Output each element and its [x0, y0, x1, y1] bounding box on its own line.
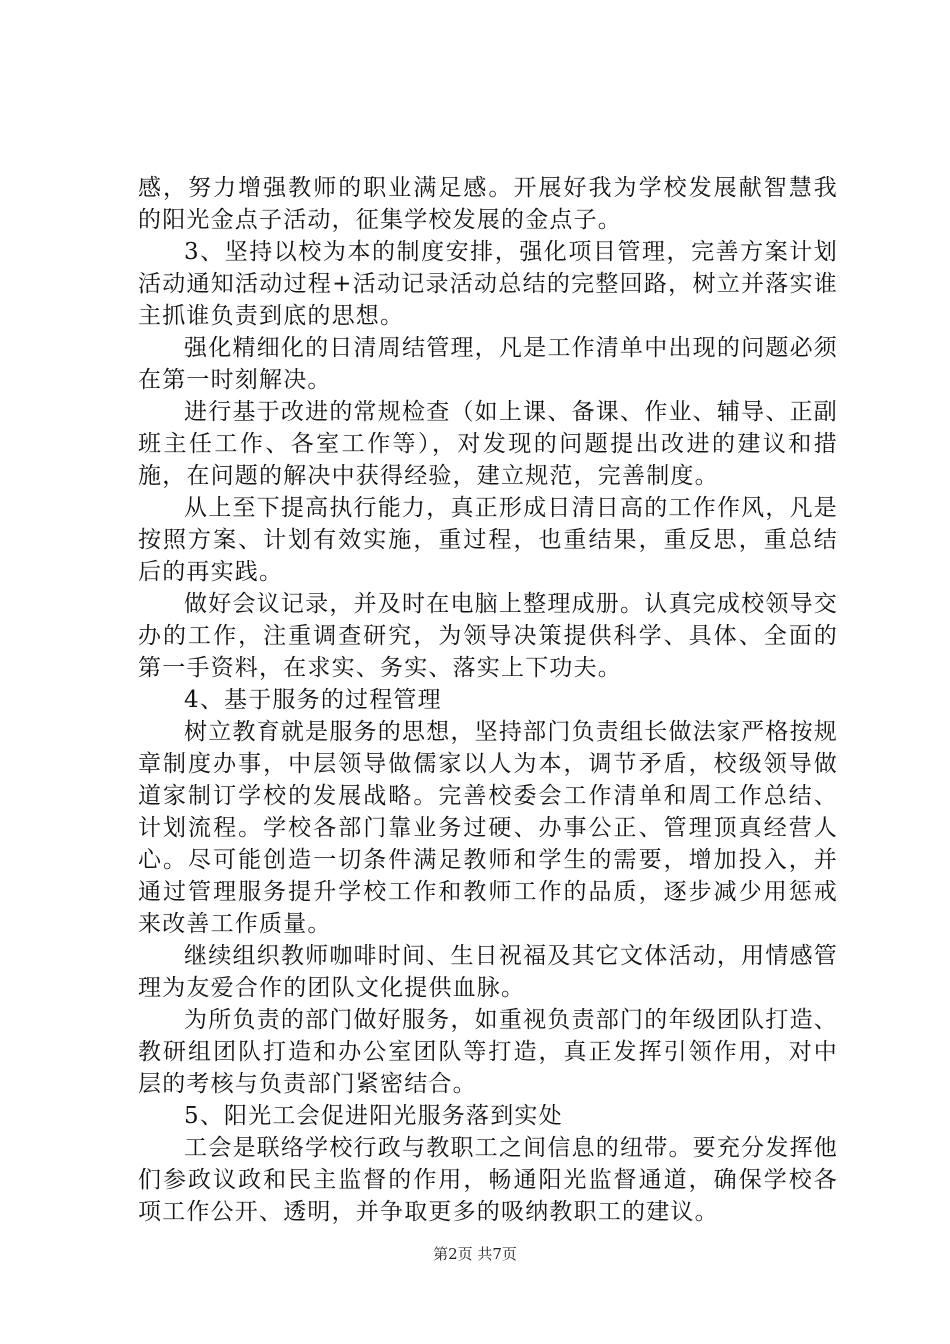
document-body — [138, 172, 838, 1228]
paragraph-teacher-activities: 继续组织教师咖啡时间、生日祝福及其它文体活动，用情感管理为友爱合作的团队文化提供血脉。 — [138, 943, 838, 1001]
paragraph-trade-union: 工会是联络学校行政与教职工之间信息的纽带。要充分发挥他们参政议政和民主监督的作用，畅通阳光监督通道，确保学校各项工作公开、透明，并争取更多的吸纳教职工的建议。 — [138, 1135, 838, 1225]
paragraph-daily-management: 强化精细化的日清周结管理，凡是工作清单中出现的问题必须在第一时刻解决。 — [138, 335, 838, 393]
paragraph-continuation: 感，努力增强教师的职业满足感。开展好我为学校发展献智慧我的阳光金点子活动，征集学校发展的金点子。 — [138, 175, 838, 233]
paragraph-execution: 从上至下提高执行能力，真正形成日清日高的工作作风，凡是按照方案、计划有效实施，重过程，也重结果，重反思，重总结后的再实践。 — [138, 495, 838, 585]
section-heading-4: 4、基于服务的过程管理 — [184, 687, 442, 713]
paragraph-item-3: 3、坚持以校为本的制度安排，强化项目管理，完善方案计划活动通知活动过程+活动记录活动总结的完整回路，树立并落实谁主抓谁负责到底的思想。 — [138, 239, 838, 329]
paragraph-routine-inspection: 进行基于改进的常规检查（如上课、备课、作业、辅导、正副班主任工作、各室工作等），对发现的问题提出改进的建议和措施，在问题的解决中获得经验，建立规范，完善制度。 — [138, 399, 838, 489]
page-number-footer: 第2页 共7页 — [433, 1245, 517, 1263]
paragraph-meeting-records: 做好会议记录，并及时在电脑上整理成册。认真完成校领导交办的工作，注重调查研究，为领导决策提供科学、具体、全面的第一手资料，在求实、务实、落实上下功夫。 — [138, 591, 838, 681]
paragraph-department-service: 为所负责的部门做好服务，如重视负责部门的年级团队打造、教研组团队打造和办公室团队等打造，真正发挥引领作用，对中层的考核与负责部门紧密结合。 — [138, 1007, 838, 1097]
section-heading-5: 5、阳光工会促进阳光服务落到实处 — [184, 1103, 563, 1129]
paragraph-service-thinking: 树立教育就是服务的思想，坚持部门负责组长做法家严格按规章制度办事，中层领导做儒家以人为本，调节矛盾，校级领导做道家制订学校的发展战略。完善校委会工作清单和周工作总结、计划流程。学校各部门靠业务过硬、办事公正、管理顶真经营人心。尽可能创造一切条件满足教师和学生的需要，增加投入，并通过管理服务提升学校工作和教师工作的品质，逐步减少用惩戒来改善工作质量。 — [138, 719, 838, 937]
